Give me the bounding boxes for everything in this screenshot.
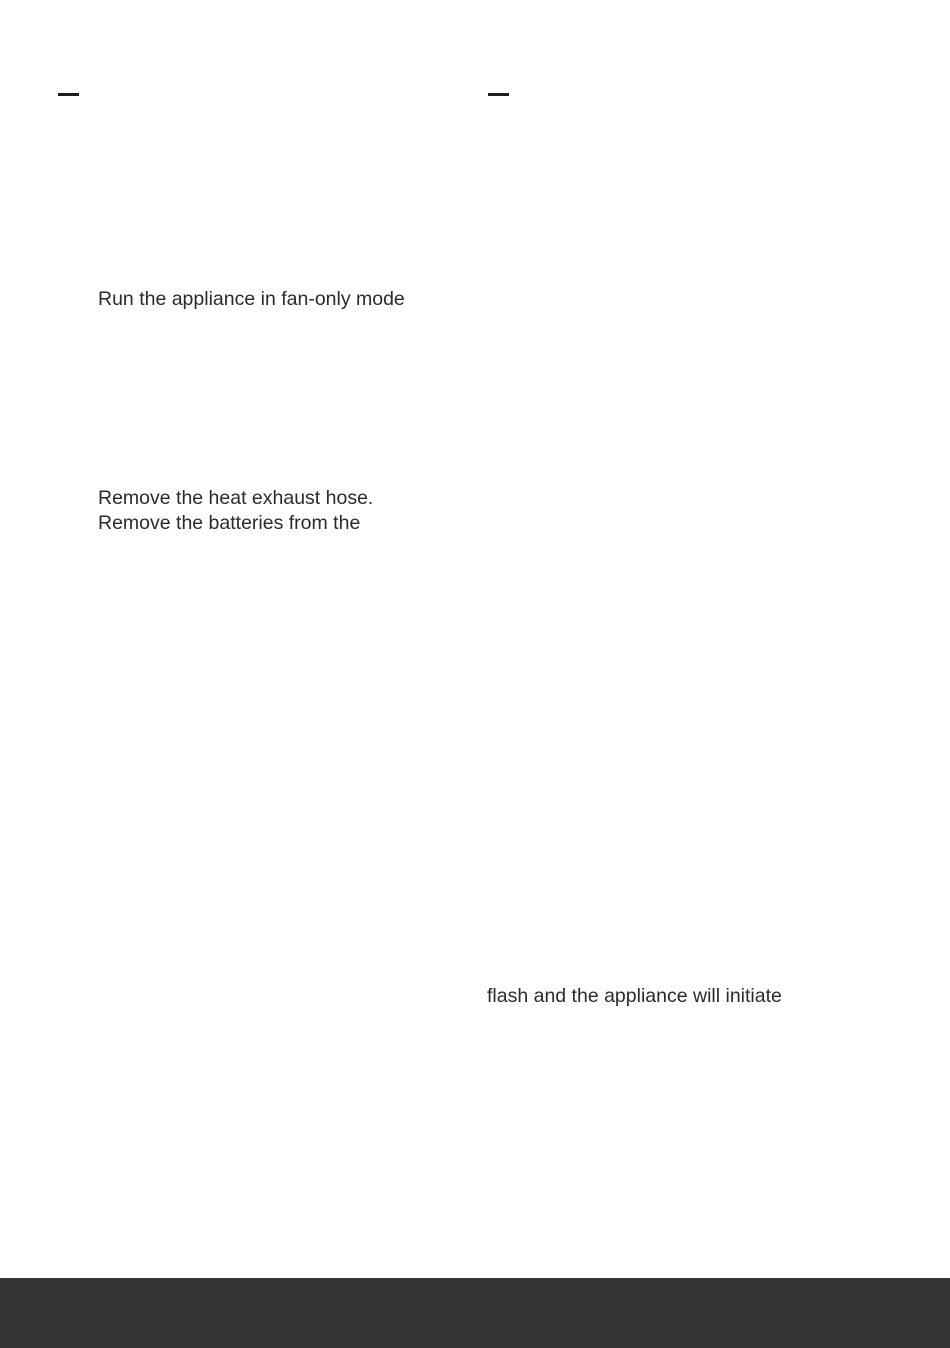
right-text-line-flash: flash and the appliance will initiate (487, 985, 782, 1007)
footer-bar (0, 1278, 950, 1348)
left-column-dash-marker (58, 93, 79, 96)
right-column-dash-marker (488, 93, 509, 96)
left-text-line-fan-only: Run the appliance in fan-only mode (98, 288, 405, 310)
left-text-line-batteries: Remove the batteries from the (98, 512, 361, 534)
left-text-line-exhaust-hose: Remove the heat exhaust hose. (98, 487, 374, 509)
